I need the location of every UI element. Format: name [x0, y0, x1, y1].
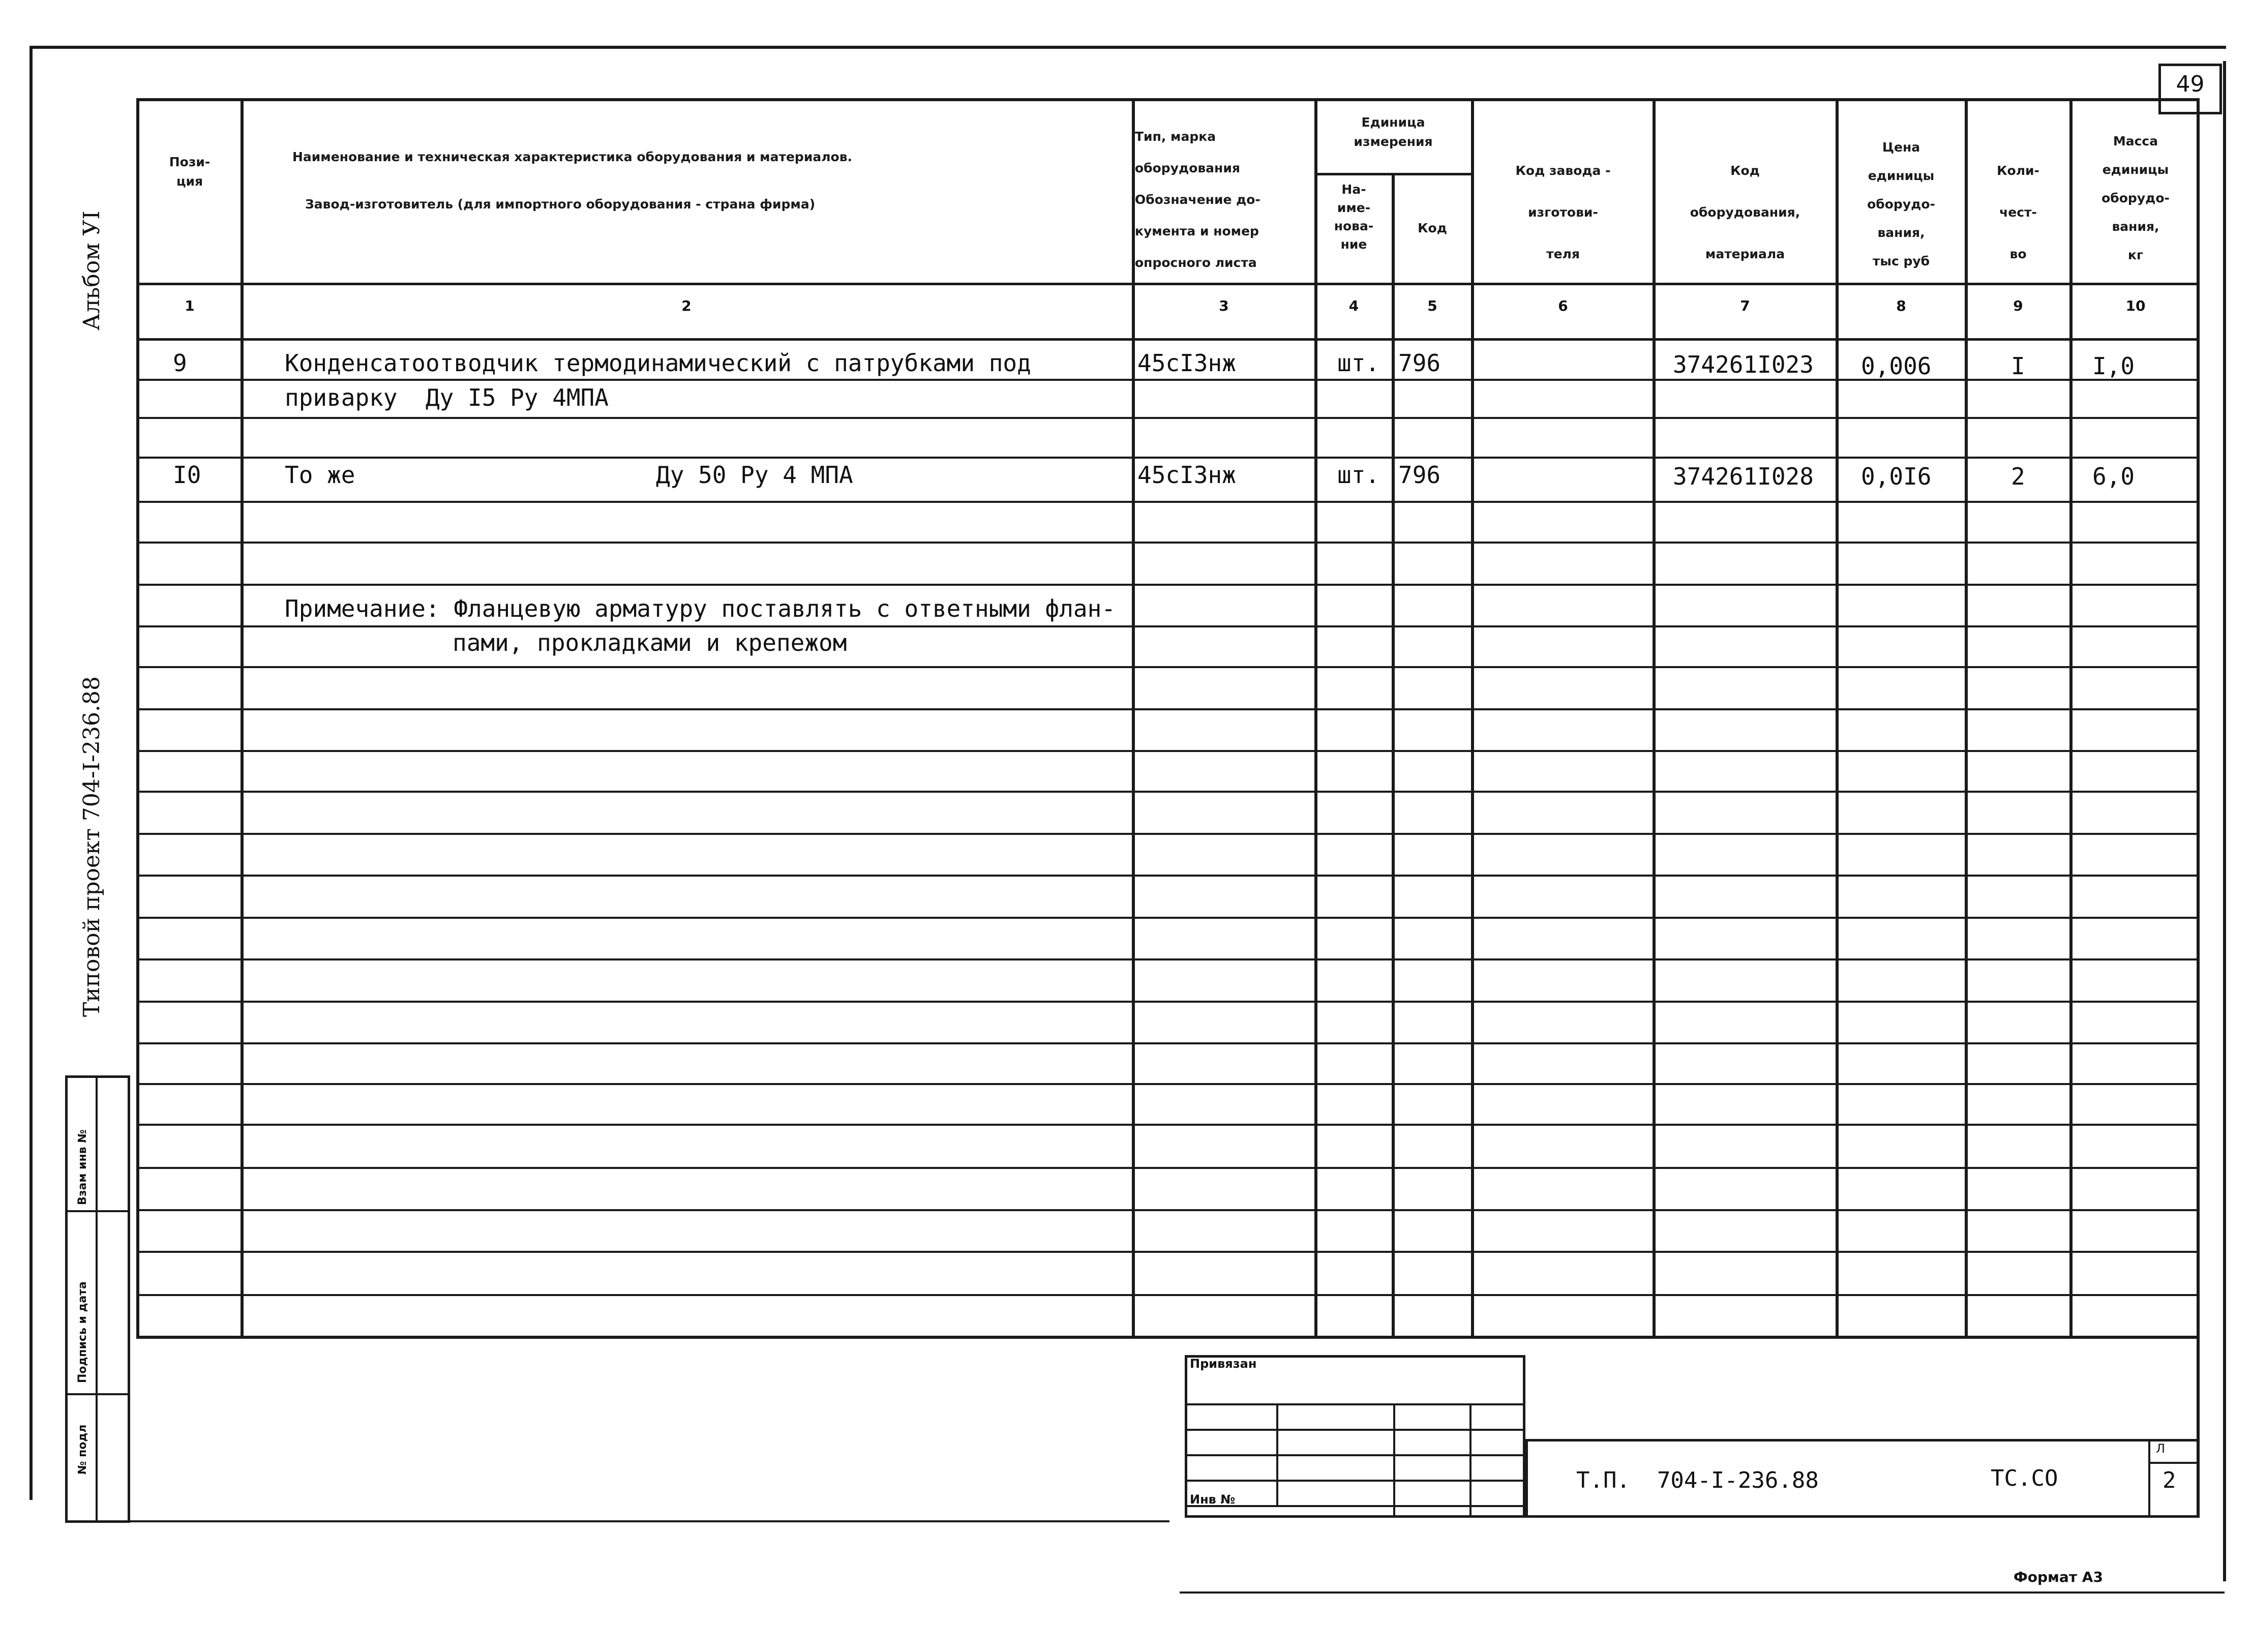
- stamp-sign-date: Подпись и дата: [76, 1281, 89, 1383]
- row-10-equip-code: 374261I028: [1673, 463, 1814, 490]
- stamp-divider: [96, 1075, 98, 1523]
- row-10-qty: 2: [2011, 463, 2025, 490]
- doc-code: Т.П. 704-I-236.88: [1576, 1467, 1819, 1493]
- colnum-6: 6: [1558, 297, 1568, 314]
- format-label: Формат А3: [2014, 1569, 2103, 1585]
- header-price: Цена единицы оборудо- вания, тыс руб: [1867, 140, 1935, 268]
- album-label: Альбом УI: [79, 211, 105, 331]
- row-line: [136, 1294, 2200, 1296]
- doc-mark: ТС.СО: [1991, 1465, 2058, 1491]
- row-9-mass: I,0: [2092, 352, 2135, 380]
- privyazan-col: [1393, 1403, 1395, 1518]
- row-line: [136, 833, 2200, 835]
- row-line: [136, 625, 2200, 627]
- sheet-cell-line: [2148, 1462, 2199, 1464]
- privyazan-row: [1185, 1505, 1525, 1507]
- row-line: [136, 1042, 2200, 1044]
- note-line-1: Примечание: Фланцевую арматуру поставлять с ответными флан-: [285, 595, 1116, 622]
- header-mass: Масса единицы оборудо- вания, кг: [2101, 134, 2170, 262]
- header-unit-code: Код: [1418, 221, 1447, 235]
- stamp-strip: [65, 1075, 130, 1523]
- header-bottom-line: [136, 283, 2200, 285]
- row-9-equip-code: 374261I023: [1673, 351, 1814, 378]
- sheet-num: 2: [2163, 1467, 2176, 1493]
- outer-frame-top: [29, 46, 2226, 49]
- privyazan-row: [1185, 1403, 1525, 1405]
- header-plant-code: Код завода - изготови- теля: [1515, 163, 1611, 261]
- note-line-2: пами, прокладками и крепежом: [453, 629, 847, 656]
- unit-subheader-line: [1314, 173, 1471, 175]
- colnum-10: 10: [2125, 297, 2146, 314]
- row-line: [136, 917, 2200, 919]
- header-pos: Пози- ция: [169, 155, 211, 189]
- privyazan-box: [1185, 1355, 1525, 1518]
- header-qty: Коли- чест- во: [1997, 163, 2039, 261]
- row-10-name-1b: Ду 50 Ру 4 МПА: [656, 461, 853, 489]
- privyazan-row: [1185, 1480, 1525, 1482]
- stamp-inv-podl: № подл: [76, 1424, 89, 1475]
- colnum-4: 4: [1348, 297, 1359, 314]
- header-type: Тип, марка оборудования Обозначение до- кумента и номер опросного листа: [1135, 129, 1260, 270]
- row-line: [136, 708, 2200, 710]
- privyazan-row: [1185, 1429, 1525, 1431]
- colnum-3: 3: [1219, 297, 1229, 314]
- inv-no-label: Инв №: [1190, 1492, 1236, 1507]
- row-line: [136, 1124, 2200, 1126]
- row-line: [136, 1209, 2200, 1211]
- header-unit-name: На- име- нова- ние: [1334, 182, 1374, 252]
- row-9-unit-name: шт.: [1337, 349, 1380, 377]
- row-9-type: 45сI3нж: [1137, 349, 1236, 377]
- bottom-baseline: [117, 1520, 1169, 1522]
- row-10-pos: I0: [173, 461, 201, 489]
- row-9-pos: 9: [173, 349, 187, 377]
- row-line: [136, 666, 2200, 668]
- row-line: [136, 1251, 2200, 1253]
- row-9-price: 0,006: [1861, 352, 1932, 380]
- row-line: [136, 958, 2200, 960]
- header-name-line2: Завод-изготовитель (для импортного оборудования - страна фирма): [305, 197, 816, 212]
- outer-frame-left: [29, 46, 33, 1500]
- row-9-name-1: Конденсатоотводчик термодинамический с патрубками под: [285, 349, 1031, 377]
- header-unit: Единица измерения: [1354, 115, 1433, 149]
- outer-frame-right: [2223, 61, 2226, 1581]
- row-line: [136, 1083, 2200, 1085]
- header-name-line1: Наименование и техническая характеристика оборудования и материалов.: [292, 149, 853, 164]
- project-label: Типовой проект 704-I-236.88: [79, 676, 105, 1017]
- colnum-2: 2: [681, 297, 692, 314]
- row-line: [136, 501, 2200, 503]
- privyazan-label: Привязан: [1190, 1357, 1257, 1371]
- privyazan-col: [1276, 1403, 1278, 1505]
- row-10-unit-code: 796: [1398, 461, 1441, 489]
- row-line: [136, 875, 2200, 877]
- row-line: [136, 750, 2200, 752]
- sheet-label: Л: [2156, 1441, 2166, 1456]
- colnum-8: 8: [1896, 297, 1906, 314]
- row-10-mass: 6,0: [2092, 463, 2135, 490]
- stamp-sep-1: [65, 1210, 130, 1212]
- stamp-inv-vzam: Взам инв №: [76, 1129, 89, 1205]
- colnum-5: 5: [1427, 297, 1437, 314]
- row-line: [136, 584, 2200, 586]
- sheet-cell-divider: [2148, 1439, 2150, 1518]
- header-equip-code: Код оборудования, материала: [1690, 163, 1800, 261]
- row-line: [136, 417, 2200, 419]
- colnum-7: 7: [1740, 297, 1750, 314]
- colnum-bottom-line: [136, 338, 2200, 341]
- row-10-name-1: То же: [285, 461, 355, 489]
- col-line-4: [1392, 173, 1395, 1339]
- format-line: [1180, 1591, 2225, 1594]
- row-line: [136, 1001, 2200, 1003]
- row-9-qty: I: [2011, 352, 2025, 380]
- row-10-unit-name: шт.: [1337, 461, 1380, 489]
- row-line: [136, 791, 2200, 793]
- row-9-name-2: приварку Ду I5 Ру 4МПА: [285, 384, 609, 411]
- colnum-9: 9: [2013, 297, 2023, 314]
- row-10-type: 45сI3нж: [1137, 461, 1236, 489]
- privyazan-col: [1469, 1403, 1472, 1518]
- row-line: [136, 1167, 2200, 1169]
- row-10-price: 0,0I6: [1861, 463, 1932, 490]
- sheet-number: 49: [2176, 71, 2205, 97]
- privyazan-row: [1185, 1454, 1525, 1456]
- stamp-sep-2: [65, 1393, 130, 1395]
- row-9-unit-code: 796: [1398, 349, 1441, 377]
- colnum-1: 1: [185, 297, 195, 314]
- row-line: [136, 542, 2200, 544]
